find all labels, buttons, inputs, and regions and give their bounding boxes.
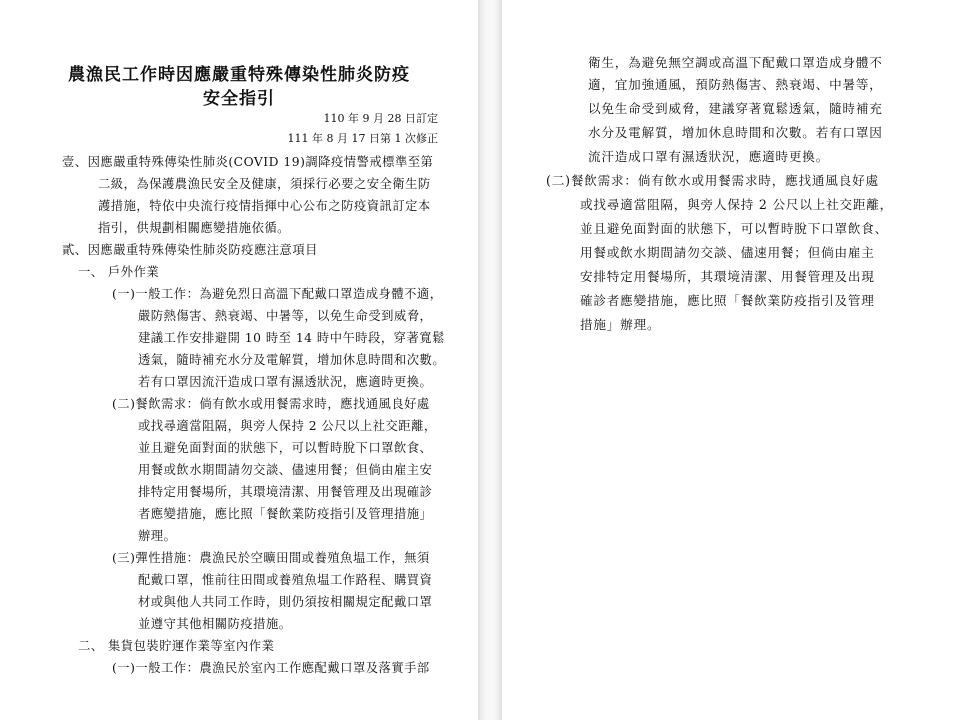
body-line: 用餐或飲水期間請勿交談、儘速用餐；但倘由雇主安 [138, 463, 433, 477]
document-title-line2: 安全指引 [203, 89, 275, 109]
body-line: 安排特定用餐場所，其環境清潔、用餐管理及出現 [580, 269, 875, 284]
enacted-date: 110 年 9 月 28 日訂定 [323, 112, 438, 125]
body-line: 並且避免面對面的狀態下，可以暫時脫下口罩飲食、 [580, 221, 889, 236]
body-line: (一)一般工作：為避免烈日高溫下配戴口罩造成身體不適， [112, 287, 443, 301]
body-line: 材或與他人共同工作時，則仍須按相關規定配戴口罩 [138, 595, 433, 609]
document-title: 農漁民工作時因應嚴重特殊傳染性肺炎防疫 [68, 65, 410, 85]
body-line: 嚴防熱傷害、熱衰竭、中暑等，以免生命受到威脅， [138, 309, 433, 323]
body-line: 配戴口罩，惟前往田間或養殖魚塭工作路程、購買資 [138, 573, 433, 587]
body-line: 適，宜加強通風，預防熱傷害、熱衰竭、中暑等， [588, 77, 883, 92]
body-line: 措施」辦理。 [580, 317, 661, 332]
right-page [502, 0, 960, 720]
body-line: 並遵守其他相關防疫措施。 [138, 617, 292, 631]
body-line: 水分及電解質，增加休息時間和次數。若有口罩因 [588, 125, 883, 140]
left-page [0, 0, 478, 720]
body-line: 衛生，為避免無空調或高溫下配戴口罩造成身體不 [588, 55, 883, 70]
revision-date: 111 年 8 月 17 日第 1 次修正 [287, 132, 438, 145]
body-line: (二)餐飲需求：倘有飲水或用餐需求時，應找通風良好處 [112, 397, 430, 411]
body-line: 若有口罩因流汗造成口罩有濕透狀況，應適時更換。 [138, 375, 433, 389]
body-line: 壹、因應嚴重特殊傳染性肺炎(COVID 19)調降疫情警戒標準至第 [62, 155, 434, 169]
body-line: 排特定用餐場所，其環境清潔、用餐管理及出現確診 [138, 485, 433, 499]
subsection-heading: 二、 集貨包裝貯運作業等室內作業 [78, 639, 275, 653]
body-line: 建議工作安排避開 10 時至 14 時中午時段，穿著寬鬆 [138, 331, 445, 345]
body-line: 透氣，隨時補充水分及電解質，增加休息時間和次數。 [138, 353, 446, 367]
subsection-heading: 一、 戶外作業 [78, 265, 160, 279]
body-line: 或找尋適當阻隔，與旁人保持 2 公尺以上社交距離， [138, 419, 437, 433]
body-line: (三)彈性措施：農漁民於空曠田間或養殖魚塭工作，無須 [112, 551, 430, 565]
body-line: (二)餐飲需求：倘有飲水或用餐需求時，應找通風良好處 [546, 173, 879, 188]
body-line: 以免生命受到威脅，建議穿著寬鬆透氣，隨時補充 [588, 101, 883, 116]
body-line: 二級，為保護農漁民安全及健康，須採行必要之安全衛生防 [98, 177, 431, 191]
body-line: 用餐或飲水期間請勿交談、儘速用餐；但倘由雇主 [580, 245, 875, 260]
body-line: 辦理。 [138, 529, 177, 543]
body-line: 護措施，特依中央流行疫情指揮中心公布之防疫資訊訂定本 [98, 199, 431, 213]
body-line: 確診者應變措施，應比照「餐飲業防疫指引及管理 [580, 293, 875, 308]
body-line: 流汗造成口罩有濕透狀況，應適時更換。 [588, 149, 830, 164]
section-heading: 貳、因應嚴重特殊傳染性肺炎防疫應注意項目 [62, 243, 318, 257]
body-line: 並且避免面對面的狀態下，可以暫時脫下口罩飲食、 [138, 441, 433, 455]
body-line: 或找尋適當阻隔，與旁人保持 2 公尺以上社交距離， [580, 197, 894, 212]
body-line: 者應變措施，應比照「餐飲業防疫指引及管理措施」 [138, 507, 433, 521]
body-line: (一)一般工作：農漁民於室內工作應配戴口罩及落實手部 [112, 661, 430, 675]
body-line: 指引，供規劃相關應變措施依循。 [98, 221, 290, 235]
page-gutter [478, 0, 502, 720]
